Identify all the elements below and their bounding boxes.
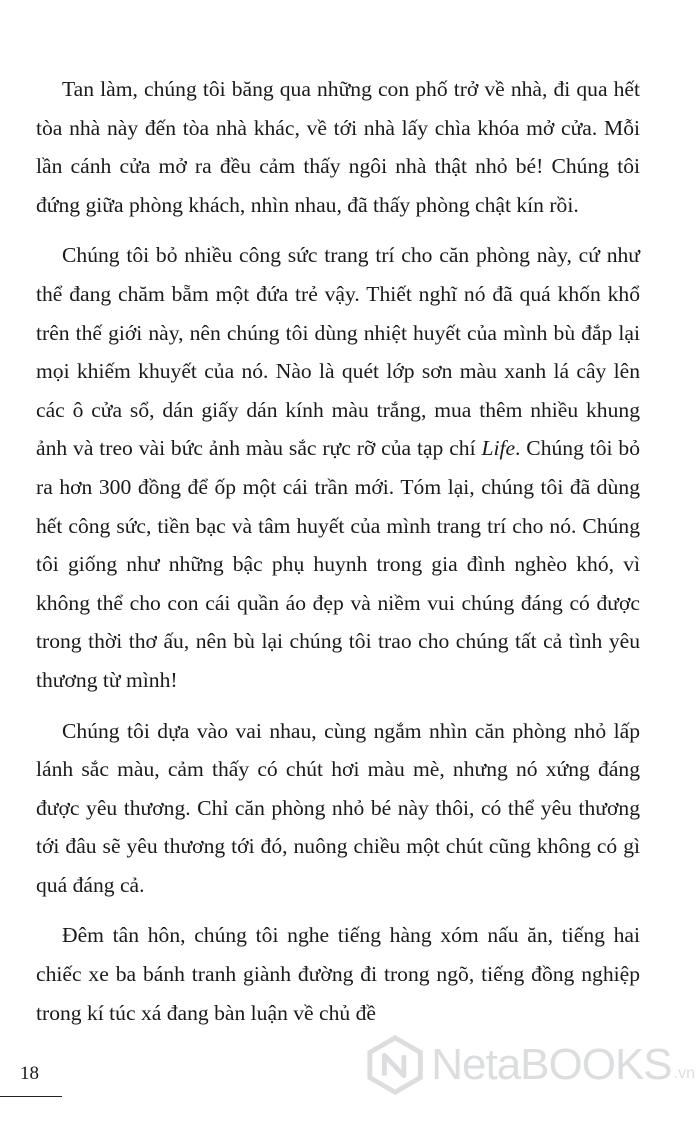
page-body	[36, 70, 640, 1044]
paragraph-4: Đêm tân hôn, chúng tôi nghe tiếng hàng xóm nấu ăn, tiếng hai chiếc xe ba bánh tranh giành đường đi trong ngõ, tiếng đồng nghiệp trong kí túc xá đang bàn luận về chủ đề	[36, 923, 640, 1025]
paragraph-2-end: . Chúng tôi bỏ ra hơn 300 đồng để ốp một cái trần mới. Tóm lại, chúng tôi đã dùng hết công sức, tiền bạc và tâm huyết của mình trang trí cho nó. Chúng tôi giống như những bậc phụ huynh trong gia đình nghèo khó, vì không thể cho con cái quần áo đẹp và niềm vui chúng đáng có được trong thời thơ ấu, nên bù lại chúng tôi trao cho chúng tất cả tình yêu thương từ mình!	[36, 436, 640, 692]
paragraph-2-start: Chúng tôi bỏ nhiều công sức trang trí cho căn phòng này, cứ như thể đang chăm bẵm một đứa trẻ vậy. Thiết nghĩ nó đã quá khốn khổ trên thế giới này, nên chúng tôi dùng nhiệt huyết của mình bù đắp lại mọi khiếm khuyết của nó. Nào là quét lớp sơn màu xanh lá cây lên các ô cửa sổ, dán giấy dán kính màu trắng, mua thêm nhiều khung ảnh và treo vài bức ảnh màu sắc rực rỡ của tạp chí	[36, 243, 640, 461]
magazine-title: Life	[481, 436, 516, 461]
paragraph-3: Chúng tôi dựa vào vai nhau, cùng ngắm nhìn căn phòng nhỏ lấp lánh sắc màu, cảm thấy có chút hơi màu mè, nhưng nó xứng đáng được yêu thương. Chỉ căn phòng nhỏ bé này thôi, có thể yêu thương tới đâu sẽ yêu thương tới đó, nuông chiều một chút cũng không có gì quá đáng cả.	[36, 718, 640, 897]
watermark-brand: NetaBOOKS	[431, 1040, 672, 1089]
watermark	[365, 1030, 695, 1100]
paragraph-1: Tan làm, chúng tôi băng qua những con phố trở về nhà, đi qua hết tòa nhà này đến tòa nhà khác, về tới nhà lấy chìa khóa mở cửa. Mỗi lần cánh cửa mở ra đều cảm thấy ngôi nhà thật nhỏ bé! Chúng tôi đứng giữa phòng khách, nhìn nhau, đã thấy phòng chật kín rồi.	[36, 77, 640, 217]
paragraph-2	[36, 236, 640, 699]
n-logo-icon	[365, 1034, 425, 1096]
footer-divider	[0, 1096, 62, 1097]
watermark-suffix: .vn	[673, 1065, 695, 1082]
page-number: 18	[20, 1063, 39, 1084]
